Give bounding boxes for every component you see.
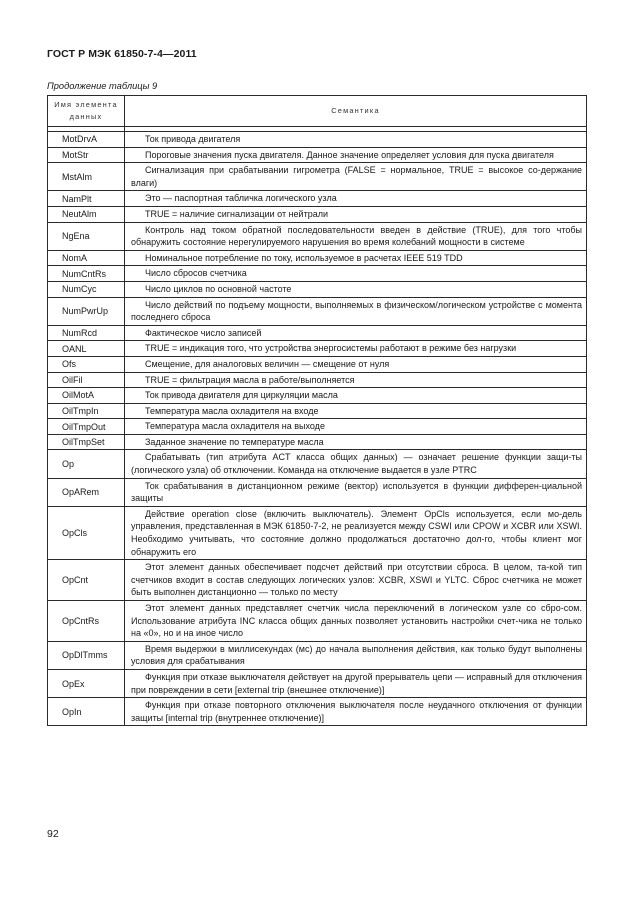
- data-element-name: OpCls: [48, 506, 125, 559]
- data-element-semantics-cell: [125, 281, 587, 297]
- data-element-semantics-cell: [125, 341, 587, 357]
- table-row: [48, 250, 587, 266]
- data-element-name: MotStr: [48, 147, 125, 163]
- table-row: [48, 222, 587, 250]
- data-element-semantics-cell: [125, 478, 587, 506]
- data-element-semantics: Срабатывать (тип атрибута ACT класса общих данных) — означает решение функции защи-ты (логического узла) об отключении. Команда на отключение выдается в узле PTRC: [131, 452, 582, 476]
- table-row: [48, 641, 587, 669]
- data-element-name: OilTmpOut: [48, 419, 125, 435]
- data-element-semantics: Температура масла охладителя на выходе: [145, 421, 325, 432]
- data-element-semantics-cell: [125, 641, 587, 669]
- data-element-semantics-cell: [125, 163, 587, 191]
- data-element-semantics: Этот элемент данных обеспечивает подсчет действий при отсутствии сброса. В целом, та-кой тип счетчиков входит в состав следующих логических узлов: XCBR, XSWI и YLTC. Сброс счетчика не может быть выполнен дистанционно — только по месту: [131, 562, 582, 598]
- table-row: [48, 506, 587, 559]
- data-element-semantics-cell: [125, 206, 587, 222]
- table-row: [48, 601, 587, 642]
- page-number: 92: [47, 828, 59, 840]
- data-element-semantics-cell: [125, 297, 587, 325]
- data-element-semantics: Это — паспортная табличка логического узла: [145, 193, 337, 204]
- data-element-semantics-cell: [125, 403, 587, 419]
- data-element-semantics-cell: [125, 506, 587, 559]
- data-element-semantics: Смещение, для аналоговых величин — смещение от нуля: [145, 358, 390, 369]
- data-element-name: NgEna: [48, 222, 125, 250]
- data-element-semantics: Номинальное потребление по току, используемое в расчетах IEEE 519 TDD: [145, 252, 463, 263]
- table-row: [48, 206, 587, 222]
- data-element-name: MotDrvA: [48, 132, 125, 148]
- data-element-semantics: Ток привода двигателя для циркуляции масла: [145, 390, 338, 401]
- data-element-semantics: Пороговые значения пуска двигателя. Данное значение определяет условия для пуска двигателя: [145, 149, 554, 160]
- semantics-table: [47, 95, 587, 726]
- data-element-semantics-cell: [125, 147, 587, 163]
- data-element-name: OpCnt: [48, 560, 125, 601]
- data-element-name: OANL: [48, 341, 125, 357]
- data-element-name: NamPlt: [48, 191, 125, 207]
- data-element-semantics: Число действий по подъему мощности, выполняемых в физическом/логическом устройстве с момента последнего сброса: [131, 299, 582, 323]
- table-row: [48, 560, 587, 601]
- data-element-name: MstAlm: [48, 163, 125, 191]
- document-header: ГОСТ Р МЭК 61850-7-4—2011: [47, 48, 197, 60]
- data-element-name: Op: [48, 450, 125, 478]
- table-row: [48, 434, 587, 450]
- data-element-name: OpDlTmms: [48, 641, 125, 669]
- data-element-name: NomA: [48, 250, 125, 266]
- table-row: [48, 281, 587, 297]
- data-element-semantics-cell: [125, 388, 587, 404]
- data-element-name: OpARem: [48, 478, 125, 506]
- data-element-name: Ofs: [48, 356, 125, 372]
- data-element-semantics: Фактическое число записей: [145, 327, 262, 338]
- data-element-semantics: Контроль над током обратной последовательности введен в действие (TRUE), для того чтобы обнаружить состояние нерегулируемого нарушения во время колебаний мощности в системе: [131, 224, 582, 248]
- data-element-semantics-cell: [125, 356, 587, 372]
- table-row: [48, 478, 587, 506]
- data-element-semantics-cell: [125, 669, 587, 697]
- data-element-semantics-cell: [125, 560, 587, 601]
- data-element-semantics: TRUE = наличие сигнализации от нейтрали: [145, 208, 328, 219]
- table-row: [48, 163, 587, 191]
- column-header-name: Имя элемента данных: [48, 96, 125, 127]
- table-row: [48, 147, 587, 163]
- data-element-semantics: Сигнализация при срабатывании гигрометра (FALSE = нормальное, TRUE = высокое со-держание влаги): [131, 165, 582, 188]
- data-element-semantics-cell: [125, 191, 587, 207]
- table-row: [48, 403, 587, 419]
- table-row: [48, 356, 587, 372]
- data-element-name: NeutAlm: [48, 206, 125, 222]
- table-header-row: [48, 96, 587, 127]
- data-element-semantics-cell: [125, 419, 587, 435]
- data-element-name: OilTmpSet: [48, 434, 125, 450]
- data-element-semantics: Заданное значение по температуре масла: [145, 436, 324, 447]
- data-element-semantics-cell: [125, 601, 587, 642]
- data-element-name: OpCntRs: [48, 601, 125, 642]
- data-element-semantics-cell: [125, 266, 587, 282]
- data-element-semantics-cell: [125, 132, 587, 148]
- table-row: [48, 297, 587, 325]
- data-element-semantics: Число циклов по основной частоте: [145, 283, 292, 294]
- data-element-semantics-cell: [125, 325, 587, 341]
- data-element-name: NumRcd: [48, 325, 125, 341]
- data-element-semantics: Ток привода двигателя: [145, 134, 241, 144]
- table-row: [48, 191, 587, 207]
- semantics-table-container: [47, 95, 586, 726]
- data-element-semantics-cell: [125, 450, 587, 478]
- table-row: [48, 341, 587, 357]
- data-element-semantics-cell: [125, 222, 587, 250]
- table-body: [48, 132, 587, 726]
- table-row: [48, 669, 587, 697]
- data-element-semantics: Время выдержки в миллисекундах (мс) до начала выполнения действия, как только будут выполнены условия для срабатывания: [131, 643, 582, 667]
- data-element-name: OpEx: [48, 669, 125, 697]
- table-row: [48, 372, 587, 388]
- data-element-semantics: Ток срабатывания в дистанционном режиме (вектор) используется в функции дифферен-циальной защиты: [131, 480, 582, 504]
- data-element-name: OilMotA: [48, 388, 125, 404]
- data-element-semantics: Функция при отказе повторного отключения выключателя после неудачного отключения от функции защиты [internal trip (внутреннее отключение)]: [131, 700, 582, 723]
- table-row: [48, 132, 587, 148]
- data-element-semantics: Температура масла охладителя на входе: [145, 405, 319, 416]
- data-element-name: OpIn: [48, 698, 125, 726]
- column-header-semantics: Семантика: [125, 96, 587, 127]
- data-element-name: NumCyc: [48, 281, 125, 297]
- table-row: [48, 388, 587, 404]
- data-element-semantics-cell: [125, 250, 587, 266]
- data-element-semantics: TRUE = фильтрация масла в работе/выполняется: [145, 374, 355, 385]
- table-row: [48, 698, 587, 726]
- table-caption: Продолжение таблицы 9: [47, 81, 158, 91]
- data-element-semantics: Действие operation close (включить выключатель). Элемент OpCls используется, если мо-дель управления, представленная в МЭК 61850-7-2, не реализуется между CSWI или CPOW и XCBR или XSWI. Необходимо учитывать, что состояние должно продолжаться достаточно дол-го, чтобы клиент мог обнаружить его: [131, 508, 582, 557]
- data-element-name: OilTmpIn: [48, 403, 125, 419]
- table-row: [48, 325, 587, 341]
- data-element-semantics-cell: [125, 698, 587, 726]
- table-row: [48, 450, 587, 478]
- data-element-name: NumCntRs: [48, 266, 125, 282]
- data-element-semantics: Число сбросов счетчика: [145, 268, 247, 279]
- data-element-semantics: TRUE = индикация того, что устройства энергосистемы работают в режиме без нагрузки: [145, 343, 517, 354]
- data-element-semantics-cell: [125, 372, 587, 388]
- table-row: [48, 266, 587, 282]
- data-element-semantics-cell: [125, 434, 587, 450]
- data-element-name: NumPwrUp: [48, 297, 125, 325]
- data-element-semantics: Этот элемент данных представляет счетчик числа переключений в логическом узле со сбро-сом. Использование атрибута INC класса общих данных позволяет установить настройки счет-чика не только на «0», но и на иное число: [131, 603, 582, 639]
- data-element-semantics: Функция при отказе выключателя действует на другой прерыватель цепи — исправный для отключения при повреждении в сети [external trip (внешнее отключение)]: [131, 671, 582, 695]
- data-element-name: OilFil: [48, 372, 125, 388]
- table-row: [48, 419, 587, 435]
